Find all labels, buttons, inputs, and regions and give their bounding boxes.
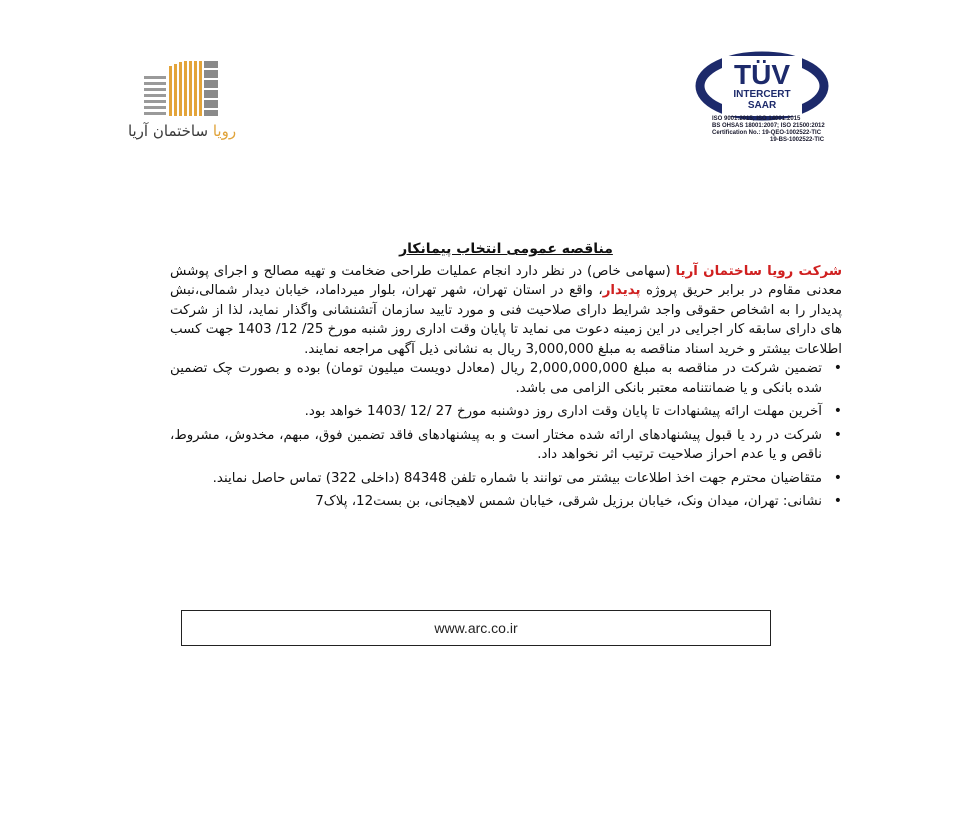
- cert-line: Certification No.: 19-QEO-1002522-TIC: [712, 130, 822, 136]
- condition-item: • آخرین مهلت ارائه پیشنهادات تا پایان وقت اداری روز دوشنبه مورخ 27 /12 /1403 خواهد بود.: [170, 402, 826, 426]
- condition-item: • تضمین شرکت در مناقصه به مبلغ 2,000,000,000 ریال (معادل دویست میلیون تومان) بوده و بصورت چک تضمین شده بانکی و یا ضمانتنامه معتبر بانکی الزامی می باشد.: [170, 359, 826, 402]
- cert-line: ISO 9001:2015; ISO 14001:2015: [712, 116, 801, 122]
- company-name: شرکت رویا ساختمان آریا: [675, 263, 842, 279]
- logo-text-main: ساختمان آریا: [127, 122, 213, 140]
- certifications: [712, 116, 862, 144]
- building-icon: [144, 61, 218, 116]
- tuv-word: TÜV: [734, 59, 790, 90]
- condition-item: • نشانی: تهران، میدان ونک، خیابان برزیل شرقی، خیابان شمس لاهیجانی، بن بست12، پلاک7: [170, 492, 826, 516]
- website-link[interactable]: www.arc.co.ir: [181, 610, 771, 646]
- logo-text-accent: رویا: [212, 122, 237, 140]
- notice-title: مناقصه عمومی انتخاب پیمانکار: [399, 241, 613, 257]
- intro-text-2: ، واقع در استان تهران، شهر تهران، بلوار میرداماد، خیابان دیدار شمالی،نبش پدیدار را به اشخاص حقوقی واجد شرایط دارای صلاحیت فنی و مورد تایید سازمان آتشنشانی واگذار نماید، لذا از شرکت های دارای سابقه کار اجرایی در این زمینه دعوت می نماید تا پایان وقت اداری روز شنبه مورخ 25/ 12/ 1403 جهت کسب اطلاعات بیشتر و خرید اسناد مناقصه به مبلغ 3,000,000 ریال به نشانی ذیل آگهی مراجعه نمایند.: [170, 283, 842, 357]
- condition-item: • متقاضیان محترم جهت اخذ اطلاعات بیشتر می توانند با شماره تلفن 84348 (داخلی 322) تماس حاصل نمایند.: [170, 469, 826, 493]
- cert-line: 19-BS-1002522-TIC: [770, 137, 825, 143]
- intercert-word: INTERCERT: [733, 89, 791, 100]
- cert-line: BS OHSAS 18001:2007; ISO 21500:2012: [712, 123, 825, 129]
- tuv-logo: [692, 50, 832, 125]
- notice-conditions: [170, 359, 842, 516]
- company-logo-text: [117, 122, 247, 140]
- condition-item: • شرکت در رد یا قبول پیشنهادهای ارائه شده مختار است و به پیشنهادهای فاقد تضمین فوق، مبهم، مخدوش، مشروط، ناقص و یا عدم احراز صلاحیت ترتیب اثر نخواهد داد.: [170, 426, 826, 469]
- saar-word: SAAR: [747, 100, 777, 111]
- tender-notice: [170, 240, 842, 516]
- project-name: پدیدار: [602, 283, 641, 298]
- notice-intro: [170, 262, 842, 360]
- intro-text-1: (سهامی خاص) در نظر دارد انجام عملیات طراحی ضخامت و تهیه مصالح و اجرای پوشش معدنی مقاوم در برابر حریق پروژه: [170, 263, 842, 298]
